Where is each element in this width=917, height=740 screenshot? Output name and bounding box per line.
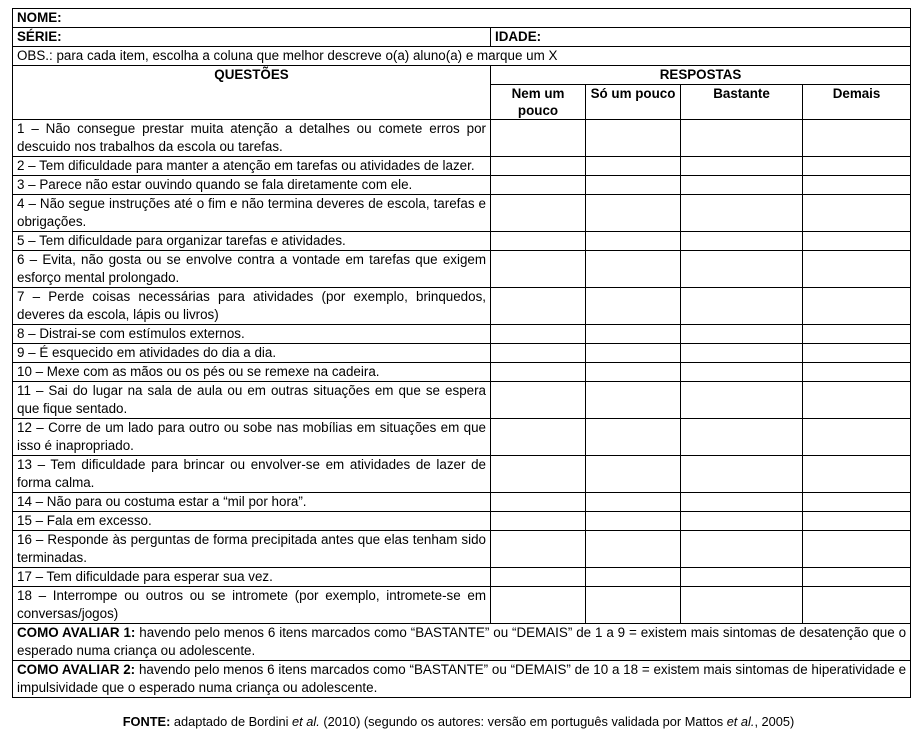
source-text-after: , 2005) <box>754 714 795 729</box>
col-so-um-pouco-answer-cell[interactable] <box>586 195 681 232</box>
question-row <box>13 288 911 325</box>
col-bastante-answer-cell[interactable] <box>681 419 803 456</box>
question-row <box>13 456 911 493</box>
col-bastante-answer-cell[interactable] <box>681 382 803 419</box>
source-text-before: adaptado de Bordini <box>173 714 289 729</box>
col-nem-um-pouco-answer-cell[interactable] <box>491 325 586 344</box>
col-nem-um-pouco-answer-cell[interactable] <box>491 493 586 512</box>
idade-label: IDADE: <box>495 29 542 44</box>
source-caption <box>0 714 917 729</box>
rule2-text: havendo pelo menos 6 itens marcados como “BASTANTE” ou “DEMAIS” de 10 a 18 = existem mais sintomas de hiperatividade e impulsividade que o esperado numa criança ou adolescente. <box>17 662 907 695</box>
obs-row <box>13 47 911 66</box>
col-nem-um-pouco-answer-cell[interactable] <box>491 195 586 232</box>
col-bastante-answer-cell[interactable] <box>681 232 803 251</box>
idade-field[interactable] <box>491 28 911 47</box>
respostas-header: RESPOSTAS <box>491 66 911 85</box>
question-row <box>13 176 911 195</box>
col-bastante-answer-cell[interactable] <box>681 176 803 195</box>
question-text: 15 – Fala em excesso. <box>13 512 491 531</box>
question-row <box>13 344 911 363</box>
question-row <box>13 232 911 251</box>
question-row <box>13 120 911 157</box>
question-text: 11 – Sai do lugar na sala de aula ou em outras situações em que se espera que fique sentado. <box>13 382 491 419</box>
col-so-um-pouco-answer-cell[interactable] <box>586 176 681 195</box>
col-bastante-answer-cell[interactable] <box>681 157 803 176</box>
rule1-text: havendo pelo menos 6 itens marcados como “BASTANTE” ou “DEMAIS” de 1 a 9 = existem mais sintomas de desatenção que o esperado numa criança ou adolescente. <box>17 625 907 658</box>
question-text: 14 – Não para ou costuma estar a “mil por hora”. <box>13 493 491 512</box>
question-text: 1 – Não consegue prestar muita atenção a detalhes ou comete erros por descuido nos trabalhos da escola ou tarefas. <box>13 120 491 157</box>
questionnaire-form <box>12 8 910 698</box>
col-nem-um-pouco-answer-cell[interactable] <box>491 251 586 288</box>
col-bastante-answer-cell[interactable] <box>681 456 803 493</box>
col-so-um-pouco-answer-cell[interactable] <box>586 157 681 176</box>
source-et-al-2: et al. <box>726 714 755 729</box>
col-demais-answer-cell[interactable] <box>803 176 911 195</box>
col-demais-answer-cell[interactable] <box>803 120 911 157</box>
question-row <box>13 195 911 232</box>
col-nem-um-pouco-answer-cell[interactable] <box>491 568 586 587</box>
col-so-um-pouco-answer-cell[interactable] <box>586 232 681 251</box>
col-demais-answer-cell[interactable] <box>803 512 911 531</box>
col-so-um-pouco-answer-cell[interactable] <box>586 288 681 325</box>
question-text: 4 – Não segue instruções até o fim e não termina deveres de escola, tarefas e obrigações. <box>13 195 491 232</box>
col-bastante-answer-cell[interactable] <box>681 195 803 232</box>
col-demais-answer-cell[interactable] <box>803 531 911 568</box>
serie-label: SÉRIE: <box>17 29 62 44</box>
col-so-um-pouco-answer-cell[interactable] <box>586 325 681 344</box>
col-so-um-pouco-answer-cell[interactable] <box>586 456 681 493</box>
col-demais-answer-cell[interactable] <box>803 587 911 624</box>
col-so-um-pouco-answer-cell[interactable] <box>586 568 681 587</box>
col-bastante-answer-cell[interactable] <box>681 493 803 512</box>
nome-row <box>13 9 911 28</box>
question-row <box>13 512 911 531</box>
evaluation-row-2 <box>13 661 911 698</box>
col-so-um-pouco-answer-cell[interactable] <box>586 531 681 568</box>
obs-text: OBS.: para cada item, escolha a coluna que melhor descreve o(a) aluno(a) e marque um X <box>13 47 911 66</box>
col-demais-answer-cell[interactable] <box>803 288 911 325</box>
col-nem-um-pouco-answer-cell[interactable] <box>491 531 586 568</box>
question-text: 16 – Responde às perguntas de forma precipitada antes que elas tenham sido terminadas. <box>13 531 491 568</box>
questoes-header: QUESTÕES <box>13 66 491 120</box>
col-demais-answer-cell[interactable] <box>803 493 911 512</box>
col-demais-answer-cell[interactable] <box>803 195 911 232</box>
col-bastante-answer-cell[interactable] <box>681 325 803 344</box>
col-nem-um-pouco-answer-cell[interactable] <box>491 456 586 493</box>
question-text: 2 – Tem dificuldade para manter a atenção em tarefas ou atividades de lazer. <box>13 157 491 176</box>
header-row-1 <box>13 66 911 85</box>
col-demais-answer-cell[interactable] <box>803 456 911 493</box>
col-nem-um-pouco-answer-cell[interactable] <box>491 344 586 363</box>
col-so-um-pouco-answer-cell[interactable] <box>586 251 681 288</box>
col-nem-um-pouco-answer-cell[interactable] <box>491 363 586 382</box>
question-row <box>13 363 911 382</box>
source-label: FONTE: <box>122 714 171 729</box>
col-demais-answer-cell[interactable] <box>803 363 911 382</box>
col-demais-answer-cell[interactable] <box>803 382 911 419</box>
rule2-label: COMO AVALIAR 2: <box>17 662 136 677</box>
col-demais-answer-cell[interactable] <box>803 325 911 344</box>
question-row <box>13 157 911 176</box>
question-text: 3 – Parece não estar ouvindo quando se fala diretamente com ele. <box>13 176 491 195</box>
col-demais-answer-cell[interactable] <box>803 568 911 587</box>
rule1-label: COMO AVALIAR 1: <box>17 625 136 640</box>
question-text: 17 – Tem dificuldade para esperar sua vez. <box>13 568 491 587</box>
col-demais-answer-cell[interactable] <box>803 419 911 456</box>
serie-idade-row <box>13 28 911 47</box>
col-so-um-pouco-header: Só um pouco <box>586 85 681 120</box>
col-demais-answer-cell[interactable] <box>803 157 911 176</box>
question-row <box>13 531 911 568</box>
col-demais-answer-cell[interactable] <box>803 232 911 251</box>
col-nem-um-pouco-answer-cell[interactable] <box>491 157 586 176</box>
col-so-um-pouco-answer-cell[interactable] <box>586 363 681 382</box>
col-so-um-pouco-answer-cell[interactable] <box>586 493 681 512</box>
question-row <box>13 325 911 344</box>
source-text-middle: (2010) (segundo os autores: versão em português validada por Mattos <box>323 714 724 729</box>
col-so-um-pouco-answer-cell[interactable] <box>586 512 681 531</box>
col-bastante-answer-cell[interactable] <box>681 344 803 363</box>
nome-label: NOME: <box>17 10 62 25</box>
col-so-um-pouco-answer-cell[interactable] <box>586 587 681 624</box>
col-bastante-answer-cell[interactable] <box>681 512 803 531</box>
evaluation-rule-1 <box>13 624 911 661</box>
col-nem-um-pouco-answer-cell[interactable] <box>491 288 586 325</box>
question-text: 10 – Mexe com as mãos ou os pés ou se remexe na cadeira. <box>13 363 491 382</box>
question-text: 9 – É esquecido em atividades do dia a dia. <box>13 344 491 363</box>
question-row <box>13 251 911 288</box>
col-nem-um-pouco-answer-cell[interactable] <box>491 512 586 531</box>
question-text: 6 – Evita, não gosta ou se envolve contra a vontade em tarefas que exigem esforço mental prolongado. <box>13 251 491 288</box>
evaluation-rule-2 <box>13 661 911 698</box>
col-demais-answer-cell[interactable] <box>803 251 911 288</box>
question-text: 13 – Tem dificuldade para brincar ou envolver-se em atividades de lazer de forma calma. <box>13 456 491 493</box>
question-text: 5 – Tem dificuldade para organizar tarefas e atividades. <box>13 232 491 251</box>
col-nem-um-pouco-answer-cell[interactable] <box>491 587 586 624</box>
question-text: 8 – Distrai-se com estímulos externos. <box>13 325 491 344</box>
col-bastante-header: Bastante <box>681 85 803 120</box>
col-so-um-pouco-answer-cell[interactable] <box>586 419 681 456</box>
col-demais-header: Demais <box>803 85 911 120</box>
question-row <box>13 493 911 512</box>
snap-iv-table <box>12 8 911 698</box>
col-nem-um-pouco-answer-cell[interactable] <box>491 176 586 195</box>
col-nem-um-pouco-answer-cell[interactable] <box>491 382 586 419</box>
col-nem-um-pouco-answer-cell[interactable] <box>491 120 586 157</box>
col-bastante-answer-cell[interactable] <box>681 120 803 157</box>
source-et-al-1: et al. <box>292 714 320 729</box>
col-demais-answer-cell[interactable] <box>803 344 911 363</box>
nome-field[interactable] <box>13 9 911 28</box>
evaluation-row-1 <box>13 624 911 661</box>
question-text: 12 – Corre de um lado para outro ou sobe nas mobílias em situações em que isso é inapropriado. <box>13 419 491 456</box>
question-text: 7 – Perde coisas necessárias para atividades (por exemplo, brinquedos, deveres da escola, lápis ou livros) <box>13 288 491 325</box>
col-nem-um-pouco-answer-cell[interactable] <box>491 419 586 456</box>
col-bastante-answer-cell[interactable] <box>681 251 803 288</box>
question-row <box>13 587 911 624</box>
serie-field[interactable] <box>13 28 491 47</box>
items-body <box>13 120 911 624</box>
col-bastante-answer-cell[interactable] <box>681 531 803 568</box>
question-text: 18 – Interrompe ou outros ou se intromete (por exemplo, intromete-se em conversas/jogos) <box>13 587 491 624</box>
col-so-um-pouco-answer-cell[interactable] <box>586 344 681 363</box>
col-so-um-pouco-answer-cell[interactable] <box>586 120 681 157</box>
question-row <box>13 568 911 587</box>
col-bastante-answer-cell[interactable] <box>681 568 803 587</box>
col-bastante-answer-cell[interactable] <box>681 288 803 325</box>
col-nem-um-pouco-header: Nem um pouco <box>491 85 586 120</box>
question-row <box>13 382 911 419</box>
col-bastante-answer-cell[interactable] <box>681 363 803 382</box>
col-bastante-answer-cell[interactable] <box>681 587 803 624</box>
col-so-um-pouco-answer-cell[interactable] <box>586 382 681 419</box>
question-row <box>13 419 911 456</box>
col-nem-um-pouco-answer-cell[interactable] <box>491 232 586 251</box>
